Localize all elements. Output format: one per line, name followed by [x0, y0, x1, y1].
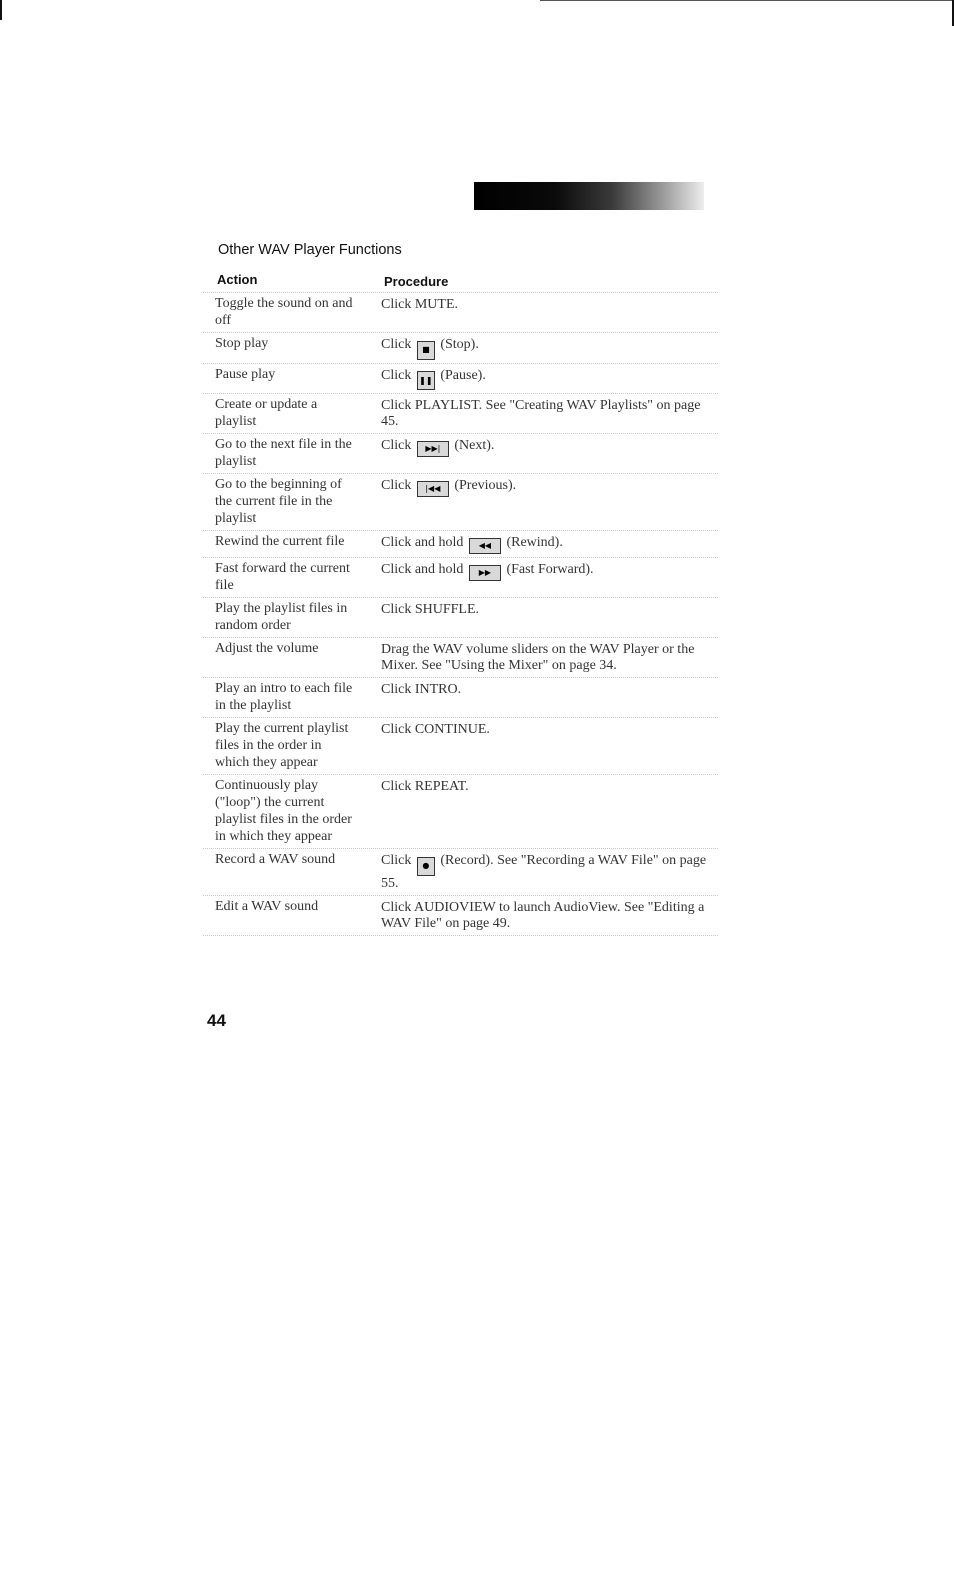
action-cell: Edit a WAV sound: [215, 898, 319, 914]
procedure-cell: [357, 434, 718, 473]
procedure-cell: [357, 531, 718, 557]
procedure-cell: [357, 558, 718, 597]
procedure-text: Click CONTINUE.: [381, 722, 490, 737]
action-cell: Pause play: [215, 366, 276, 382]
procedure-text: Click: [381, 438, 412, 453]
table-header: [203, 270, 718, 292]
page-number: 44: [207, 1011, 226, 1030]
procedure-cell: [357, 638, 718, 677]
procedure-text: Click: [381, 478, 412, 493]
next-icon: ▶▶|: [417, 441, 449, 457]
table-row: [203, 363, 718, 394]
section-title: Other WAV Player Functions: [218, 242, 402, 258]
action-cell: Toggle the sound on and off: [215, 296, 353, 328]
action-cell: Play the playlist files in random order: [215, 601, 348, 633]
table-row: [203, 895, 718, 936]
procedure-cell: [357, 718, 718, 774]
table-row: [203, 677, 718, 717]
table-row: [203, 848, 718, 895]
procedure-text: Click: [381, 337, 412, 352]
action-cell: Play an intro to each file in the playlist: [215, 681, 353, 713]
procedure-text-after-icon: (Next).: [454, 438, 495, 453]
pause-icon: ❚❚: [417, 371, 435, 390]
table-row: [203, 717, 718, 774]
functions-table: [203, 270, 718, 936]
record-icon: ●: [417, 857, 435, 876]
procedure-cell: [357, 678, 718, 717]
table-row: [203, 393, 718, 433]
table-row: [203, 530, 718, 557]
procedure-cell: [357, 775, 718, 848]
procedure-cell: [357, 598, 718, 637]
procedure-text: Click: [381, 367, 412, 383]
procedure-text: Click SHUFFLE.: [381, 602, 480, 617]
table-row: [203, 473, 718, 530]
page-top-line: [540, 0, 954, 1]
procedure-text-after-icon: (Pause).: [440, 367, 486, 383]
action-cell: Go to the beginning of the current file in the playlist: [215, 477, 342, 526]
table-row: [203, 637, 718, 677]
table-row: [203, 292, 718, 332]
procedure-text: Click REPEAT.: [381, 779, 469, 794]
procedure-cell: [357, 364, 718, 394]
table-row: [203, 433, 718, 473]
procedure-cell: [357, 394, 718, 433]
procedure-text: Click and hold: [381, 562, 464, 577]
action-cell: Play the current playlist files in the order in which they appear: [215, 721, 349, 770]
procedure-cell: [357, 474, 718, 530]
table-row: [203, 774, 718, 848]
procedure-text: Click and hold: [381, 535, 464, 550]
action-cell: Stop play: [215, 336, 269, 351]
procedure-text: Click: [381, 853, 412, 868]
procedure-cell: [357, 896, 718, 935]
procedure-text-after-icon: (Stop).: [440, 337, 479, 352]
procedure-cell: [357, 849, 718, 895]
procedure-text-after-icon: (Record). See "Recording a WAV File" on page 55.: [381, 853, 707, 891]
column-header-action: Action: [217, 272, 258, 287]
procedure-cell: [357, 293, 718, 332]
table-row: [203, 557, 718, 597]
procedure-text: Click MUTE.: [381, 297, 458, 312]
action-cell: Adjust the volume: [215, 641, 319, 656]
action-cell: Rewind the current file: [215, 534, 345, 549]
table-row: [203, 597, 718, 637]
page-edge-mark: [0, 0, 2, 20]
procedure-text-after-icon: (Fast Forward).: [506, 562, 594, 577]
column-header-procedure: Procedure: [384, 274, 449, 289]
procedure-text: Click PLAYLIST. See "Creating WAV Playlists" on page 45.: [381, 398, 701, 429]
procedure-text-after-icon: (Rewind).: [506, 535, 563, 550]
table-body: [203, 292, 718, 936]
procedure-text: Click AUDIOVIEW to launch AudioView. See "Editing a WAV File" on page 49.: [381, 899, 705, 931]
action-cell: Record a WAV sound: [215, 852, 336, 867]
stop-icon: ■: [417, 341, 435, 360]
action-cell: Fast forward the current file: [215, 561, 350, 593]
action-cell: Continuously play ("loop") the current playlist files in the order in which they appear: [215, 778, 352, 844]
procedure-cell: [357, 333, 718, 363]
previous-icon: |◀◀: [417, 481, 449, 497]
chapter-header-bar: [474, 182, 704, 210]
action-cell: Go to the next file in the playlist: [215, 437, 352, 469]
action-cell: Create or update a playlist: [215, 397, 318, 429]
procedure-text: Drag the WAV volume sliders on the WAV Player or the Mixer. See "Using the Mixer" on page 34.: [381, 642, 695, 673]
procedure-text-after-icon: (Previous).: [454, 478, 517, 493]
fast-forward-icon: ▶▶: [469, 565, 501, 581]
table-row: [203, 332, 718, 363]
rewind-icon: ◀◀: [469, 538, 501, 554]
procedure-text: Click INTRO.: [381, 682, 462, 697]
